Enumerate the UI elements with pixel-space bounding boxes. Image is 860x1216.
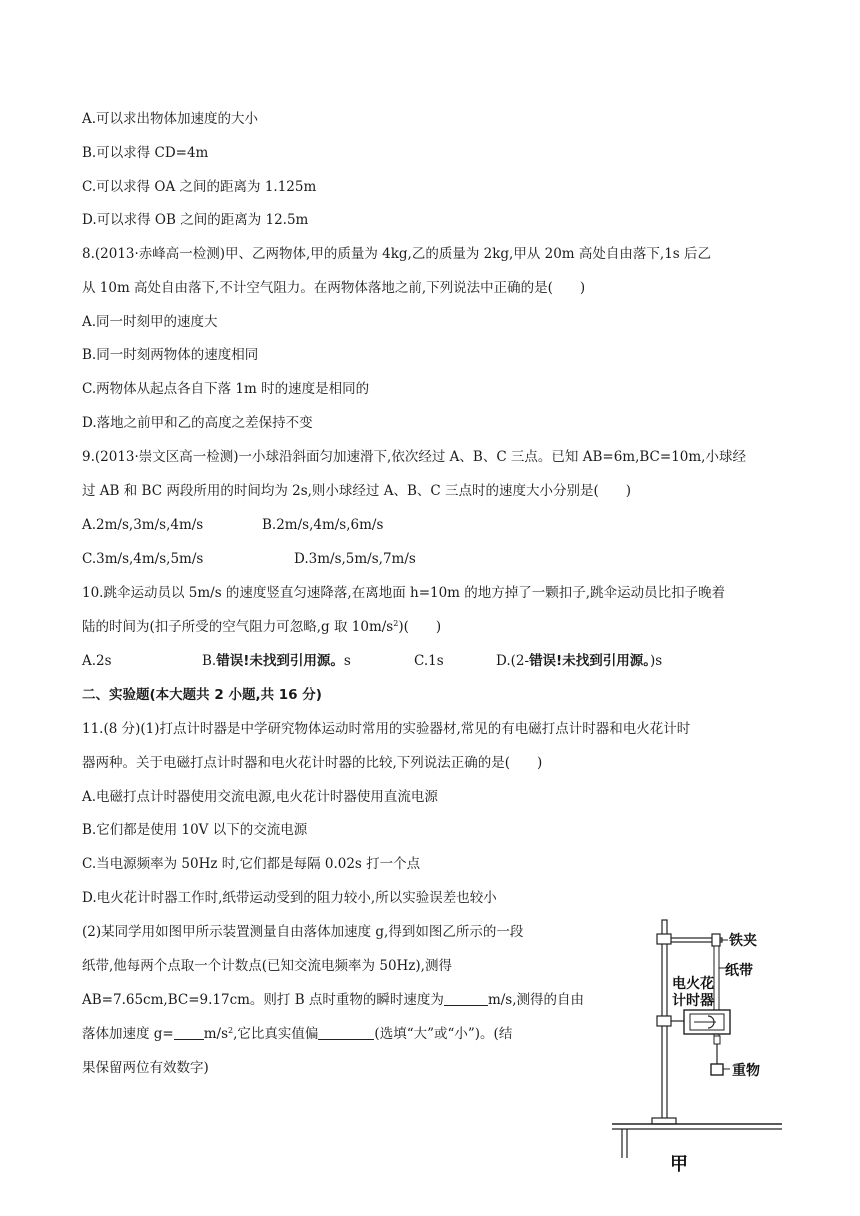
q10-option-b [202,652,351,670]
q11-part2-line2: 纸带,他每两个点取一个计数点(已知交流电频率为 50Hz),测得 [82,958,452,974]
comparison-answer-blank[interactable] [318,1027,374,1040]
q8-stem-line1: 8.(2013·赤峰高一检测)甲、乙两物体,甲的质量为 4kg,乙的质量为 2kg,甲从 20m 高处自由落下,1s 后乙 [82,246,712,262]
q11-option-a: A.电磁打点计时器使用交流电源,电火花计时器使用直流电源 [82,789,438,805]
q7-option-d: D.可以求得 OB 之间的距离为 12.5m [82,212,309,228]
q7-option-b: B.可以求得 CD=4m [82,145,209,161]
figure-caption: 甲 [670,1154,688,1172]
q11-option-b: B.它们都是使用 10V 以下的交流电源 [82,822,308,838]
q11-part2-line4 [82,1025,512,1043]
q10-stem-line2 [82,618,441,636]
top-clamp-block [657,934,671,944]
q7-option-c: C.可以求得 OA 之间的距离为 1.125m [82,179,317,195]
iron-clamp [712,934,720,946]
acceleration-unit: m/s [203,1026,229,1042]
label-paper-tape: 纸带 [725,963,753,979]
q10-option-c: C.1s [414,653,444,669]
velocity-answer-blank[interactable] [444,993,488,1006]
weight-block [711,1064,723,1075]
label-iron-clamp: 铁夹 [729,933,757,949]
section-heading: 二、实验题(本大题共 2 小题,共 16 分) [82,687,322,703]
lower-clamp-block [657,1016,671,1026]
q10-exponent: 2 [393,619,399,628]
q9-options-row1 [82,516,384,534]
q10-option-a: A.2s [82,653,112,669]
q11-part2-line3-text: AB=7.65cm,BC=9.17cm。则打 B 点时重物的瞬时速度为 [82,992,444,1008]
q9-option-c: C.3m/s,4m/s,5m/s [82,551,204,567]
q9-option-b: B.2m/s,4m/s,6m/s [262,517,384,533]
q10-option-d [496,652,662,670]
q11-part2-line4-tail: (选填“大”或“小”)。(结 [374,1026,513,1042]
q10-option-d-prefix: D.(2- [496,653,530,669]
q7-option-a: A.可以求出物体加速度的大小 [82,111,259,127]
tape-connector [714,1036,720,1044]
q11-option-d: D.电火花计时器工作时,纸带运动受到的阻力较小,所以实验误差也较小 [82,890,497,906]
q10-option-b-prefix: B. [202,653,217,669]
q9-option-a: A.2m/s,3m/s,4m/s [82,517,204,533]
label-weight: 重物 [732,1063,760,1079]
label-timer-line1: 电火花 [672,976,714,992]
q10-option-d-error: 错误!未找到引用源。 [529,653,650,669]
q10-option-b-error: 错误!未找到引用源。 [216,653,344,669]
q8-option-b: B.同一时刻两物体的速度相同 [82,347,259,363]
q8-option-c: C.两物体从起点各自下落 1m 时的速度是相同的 [82,381,370,397]
q8-stem-line2: 从 10m 高处自由落下,不计空气阻力。在两物体落地之前,下列说法中正确的是( ) [82,280,586,296]
stand-base [652,1118,676,1124]
label-timer-line2: 计时器 [672,993,714,1009]
q10-stem-line1: 10.跳伞运动员以 5m/s 的速度竖直匀速降落,在离地面 h=10m 的地方掉了一颗扣子,跳伞运动员比扣子晚着 [82,585,726,601]
q10-option-d-unit: )s [649,653,663,669]
q8-option-d: D.落地之前甲和乙的高度之差保持不变 [82,415,313,431]
q11-part2-line5: 果保留两位有效数字) [82,1060,209,1076]
acceleration-answer-blank[interactable] [174,1027,204,1040]
q11-option-c: C.当电源频率为 50Hz 时,它们都是每隔 0.02s 打一个点 [82,856,421,872]
q11-part2-line3 [82,991,584,1009]
q9-options-row2 [82,550,416,568]
q10-options-row [82,652,663,670]
q9-option-d: D.3m/s,5m/s,7m/s [294,551,416,567]
q11-part2-line4-mid: ,它比真实值偏 [233,1026,319,1042]
q11-stem-line2: 器两种。关于电磁打点计时器和电火花计时器的比较,下列说法正确的是( ) [82,755,543,771]
q10-stem-text: 陆的时间为(扣子所受的空气阻力可忽略,g 取 10m/s [82,619,394,635]
q10-stem-end: )( ) [398,619,442,635]
q11-part2-line4-text: 落体加速度 g= [82,1026,174,1042]
q11-part2-line1: (2)某同学用如图甲所示装置测量自由落体加速度 g,得到如图乙所示的一段 [82,924,524,940]
q9-stem-line2: 过 AB 和 BC 两段所用的时间均为 2s,则小球经过 A、B、C 三点时的速度大小分别是( ) [82,483,632,499]
q10-option-b-unit: s [343,653,351,669]
q11-stem-line1: 11.(8 分)(1)打点计时器是中学研究物体运动时常用的实验器材,常见的有电磁打点计时器和电火花计时 [82,721,691,737]
q9-stem-line1: 9.(2013·崇文区高一检测)一小球沿斜面匀加速滑下,依次经过 A、B、C 三点。已知 AB=6m,BC=10m,小球经 [82,449,746,465]
q8-option-a: A.同一时刻甲的速度大 [82,314,218,330]
apparatus-figure [612,912,782,1172]
q11-part2-line3-tail: m/s,测得的自由 [487,992,585,1008]
acceleration-exponent: 2 [228,1026,234,1035]
